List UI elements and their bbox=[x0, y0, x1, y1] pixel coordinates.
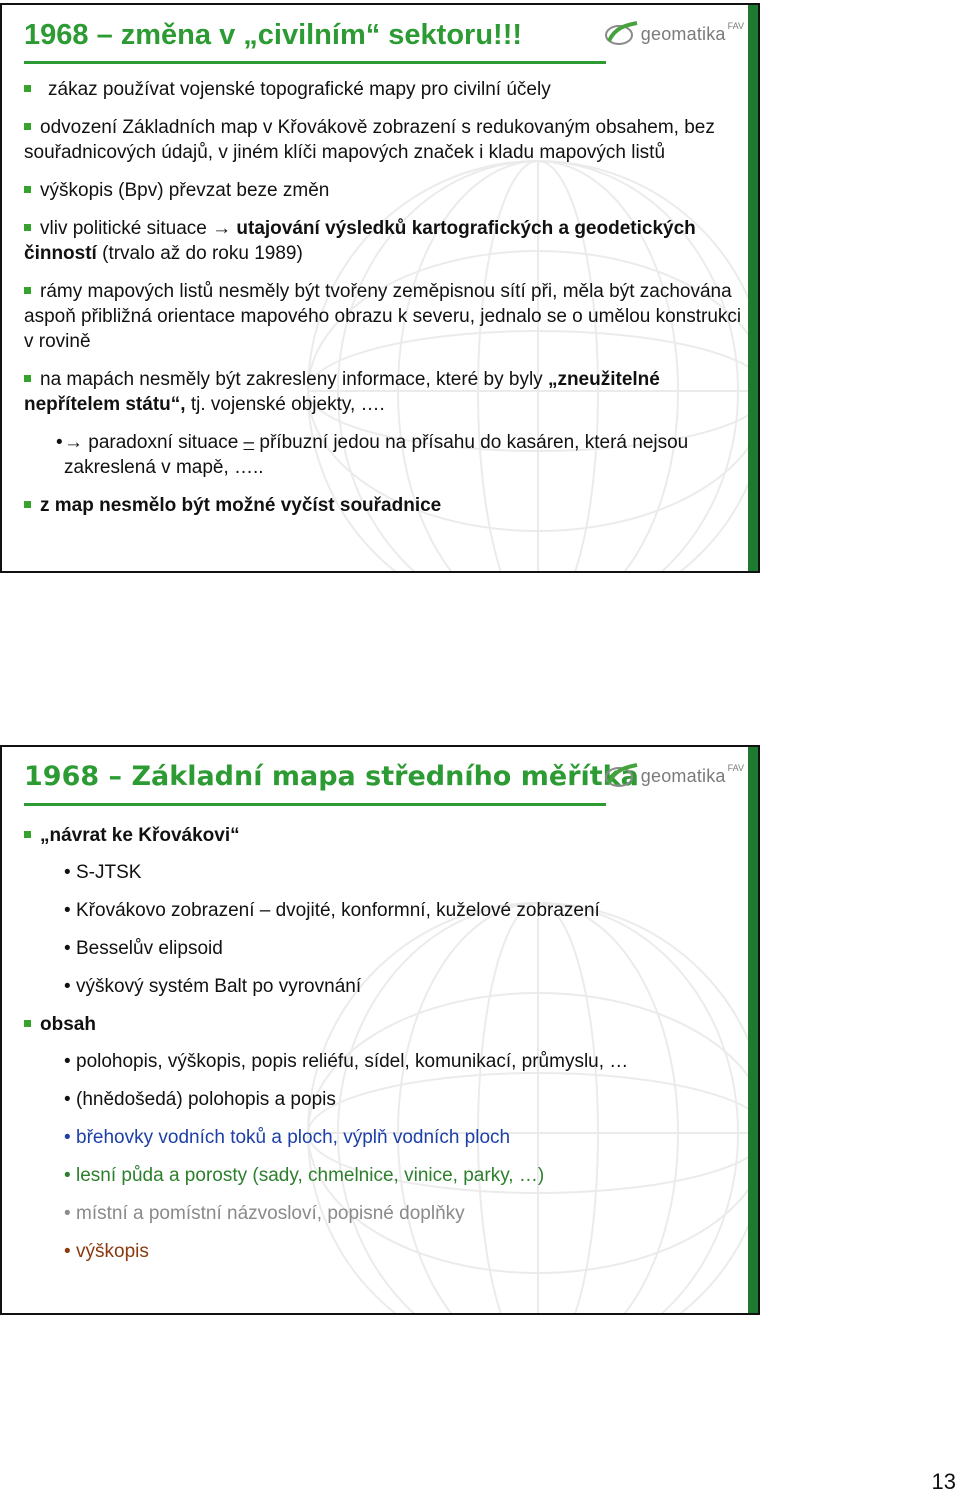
page-number: 13 bbox=[931, 1469, 956, 1494]
bullet-square-icon bbox=[24, 186, 31, 193]
item-text: výškopis bbox=[76, 1241, 149, 1262]
item-text-bold: z map nesmělo být možné vyčíst souřadnice bbox=[40, 495, 442, 516]
section-heading: obsah bbox=[40, 1014, 96, 1035]
item-text: → paradoxní situace bbox=[64, 432, 244, 453]
bullet-square-icon bbox=[24, 85, 31, 92]
sub-list-item bbox=[24, 936, 746, 961]
logo-sup: FAV bbox=[727, 763, 744, 773]
bullet-square-icon bbox=[24, 831, 31, 838]
logo-sup: FAV bbox=[727, 21, 744, 31]
item-text: lesní půda a porosty (sady, chmelnice, vinice, parky, …) bbox=[76, 1165, 545, 1186]
bullet-dot-icon: • bbox=[64, 1203, 71, 1224]
bullet-square-icon bbox=[24, 287, 31, 294]
bullet-dot-icon: • bbox=[64, 1165, 71, 1186]
slide-2 bbox=[0, 745, 760, 1315]
item-text: místní a pomístní názvosloví, popisné doplňky bbox=[76, 1203, 465, 1224]
slide-1 bbox=[0, 3, 760, 573]
bullet-dot-icon: • bbox=[64, 938, 71, 959]
bullet-dot-icon: • bbox=[64, 862, 71, 883]
content-sublist bbox=[24, 1049, 746, 1264]
item-text-underline: – bbox=[243, 432, 255, 453]
list-item bbox=[24, 493, 746, 518]
slide-content bbox=[24, 77, 746, 531]
bullet-square-icon bbox=[24, 224, 31, 231]
item-text: (hnědošedá) polohopis a popis bbox=[76, 1089, 336, 1110]
bullet-dot-icon: • bbox=[64, 1051, 71, 1072]
bullet-dot-icon: • bbox=[64, 900, 71, 921]
list-item bbox=[24, 1012, 746, 1037]
sub-list-item bbox=[24, 860, 746, 885]
item-text: výškový systém Balt po vyrovnání bbox=[76, 976, 362, 997]
list-item bbox=[24, 279, 746, 354]
item-text-bold: utajování výsledků kartografických a geodetických činností bbox=[24, 218, 696, 264]
title-underline bbox=[24, 803, 606, 806]
sub-list-item bbox=[24, 1239, 746, 1264]
item-text: odvození Základních map v Křovákově zobrazení s redukovaným obsahem, bez souřadnicových údajů, v jiném klíči mapových značek i kladu mapových listů bbox=[24, 117, 715, 163]
list-item bbox=[24, 823, 746, 848]
bullet-dot-icon: • bbox=[64, 1241, 71, 1262]
section-heading: „návrat ke Křovákovi“ bbox=[40, 825, 240, 846]
geomatika-logo bbox=[603, 19, 744, 49]
slide-right-bar bbox=[748, 747, 758, 1313]
item-text: vliv politické situace → bbox=[40, 218, 237, 239]
bullet-square-icon bbox=[24, 123, 31, 130]
bullet-dot-icon: • bbox=[64, 1089, 71, 1110]
item-text: tj. vojenské objekty, …. bbox=[185, 394, 385, 415]
item-text: Besselův elipsoid bbox=[76, 938, 223, 959]
item-text: polohopis, výškopis, popis reliéfu, sídel, komunikací, průmyslu, … bbox=[76, 1051, 629, 1072]
item-text: zákaz používat vojenské topografické mapy pro civilní účely bbox=[48, 79, 551, 100]
logo-text: geomatika bbox=[640, 765, 726, 786]
item-text: výškopis (Bpv) převzat beze změn bbox=[40, 180, 330, 201]
bullet-square-icon bbox=[24, 375, 31, 382]
item-text: (trvalo až do roku 1989) bbox=[96, 243, 303, 264]
list-item bbox=[24, 77, 746, 102]
sub-list-item bbox=[24, 974, 746, 999]
list-item bbox=[24, 216, 746, 266]
slide-content bbox=[24, 823, 746, 1277]
list-item bbox=[24, 178, 746, 203]
title-underline bbox=[24, 61, 606, 64]
slide-title: 1968 – Základní mapa středního měřítka bbox=[24, 761, 639, 792]
bullet-dot-icon: • bbox=[64, 976, 71, 997]
bullet-square-icon bbox=[24, 501, 31, 508]
item-text-bold: „zneužitelné nepřítelem státu“, bbox=[24, 369, 660, 415]
logo-text: geomatika bbox=[640, 23, 726, 44]
sub-list-item bbox=[24, 1163, 746, 1188]
sub-list-item bbox=[24, 1125, 746, 1150]
item-text: břehovky vodních toků a ploch, výplň vodních ploch bbox=[76, 1127, 511, 1148]
sub-list-item bbox=[24, 1049, 746, 1074]
bullet-dot-icon: • bbox=[64, 1127, 71, 1148]
bullet-dot-icon: • bbox=[56, 432, 63, 453]
item-text: rámy mapových listů nesměly být tvořeny zeměpisnou sítí při, měla být zachována aspoň přibližná orientace mapového obrazu k severu, jednalo se o umělou konstrukci v rovině bbox=[24, 281, 742, 352]
sub-list-item bbox=[24, 1087, 746, 1112]
geomatika-logo-icon bbox=[603, 761, 639, 791]
bullet-square-icon bbox=[24, 1020, 31, 1027]
sub-list-item bbox=[24, 898, 746, 923]
slide-title: 1968 – změna v „civilním“ sektoru!!! bbox=[24, 19, 523, 51]
item-text: S-JTSK bbox=[76, 862, 142, 883]
sub-list-item bbox=[24, 430, 746, 480]
geomatika-logo-icon bbox=[603, 19, 639, 49]
item-text: Křovákovo zobrazení – dvojité, konformní, kuželové zobrazení bbox=[76, 900, 600, 921]
item-text: příbuzní jedou na přísahu do kasáren, která nejsou zakreslená v mapě, ….. bbox=[64, 432, 689, 478]
slide-right-bar bbox=[748, 5, 758, 571]
item-text: na mapách nesměly být zakresleny informace, které by byly bbox=[40, 369, 548, 390]
list-item bbox=[24, 115, 746, 165]
sub-list-item bbox=[24, 1201, 746, 1226]
geomatika-logo bbox=[603, 761, 744, 791]
list-item bbox=[24, 367, 746, 417]
